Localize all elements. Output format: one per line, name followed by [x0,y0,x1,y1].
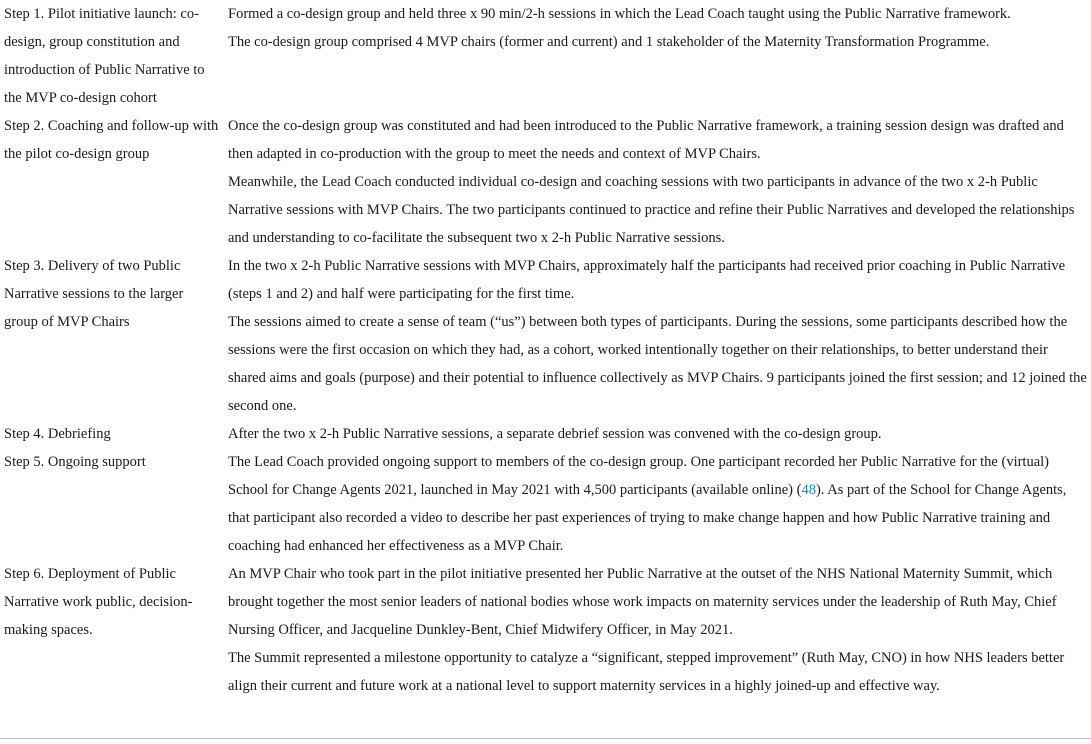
table-row [0,420,1091,448]
step-label: Step 2. Coaching and follow-up with the pilot co-design group [4,118,219,162]
paragraph: In the two x 2-h Public Narrative sessions with MVP Chairs, approximately half the participants had received prior coaching in Public Narrative (steps 1 and 2) and half were participating for the first time. [228,258,1066,302]
paragraph: Formed a co-design group and held three x 90 min/2-h sessions in which the Lead Coach taught using the Public Narrative framework. [228,6,1011,22]
paragraph: Once the co-design group was constituted and had been introduced to the Public Narrative framework, a training session design was drafted and then adapted in co-production with the group to meet the needs and context of MVP Chairs. [228,118,1064,162]
paragraph: After the two x 2-h Public Narrative sessions, a separate debrief session was convened with the co-design group. [228,426,882,442]
step-description [228,252,1091,420]
table-row [0,112,1091,252]
table-row [0,560,1091,700]
paragraph: The Summit represented a milestone opportunity to catalyze a “significant, stepped improvement” (Ruth May, CNO) in how NHS leaders better align their current and future work at a national level to support maternity services in a highly joined-up and effective way. [228,650,1065,694]
reference-link[interactable]: 48 [801,482,816,498]
table-bottom-rule [0,738,1091,739]
step-description [228,448,1091,560]
step-label: Step 6. Deployment of Public Narrative work public, decision-making spaces. [4,566,193,638]
paragraph: The sessions aimed to create a sense of team (“us”) between both types of participants. During the sessions, some participants described how the sessions were the first occasion on which they had, as a cohort, worked intentionally together on their relationships, to better understand their shared aims and goals (purpose) and their potential to influence collectively as MVP Chairs. 9 participants joined the first session; and 12 joined the second one. [228,314,1087,414]
paragraph-text: The Lead Coach provided ongoing support to members of the co-design group. One participant recorded her Public Narrative for the (virtual) School for Change Agents 2021, launched in May 2021 with 4,500 participants (available online) ( [228,454,1049,498]
table-row [0,448,1091,560]
step-description [228,0,1091,112]
step-label: Step 3. Delivery of two Public Narrative sessions to the larger group of MVP Chairs [4,258,184,330]
step-label: Step 5. Ongoing support [4,454,146,470]
paragraph [228,448,1089,560]
step-label: Step 1. Pilot initiative launch: co-design, group constitution and introduction of Public Narrative to the MVP co-design cohort [4,6,205,106]
paragraph: Meanwhile, the Lead Coach conducted individual co-design and coaching sessions with two participants in advance of the two x 2-h Public Narrative sessions with MVP Chairs. The two participants continued to practice and refine their Public Narratives and developed the relationships and understanding to co-facilitate the subsequent two x 2-h Public Narrative sessions. [228,174,1075,246]
step-description [228,420,1091,448]
paragraph: An MVP Chair who took part in the pilot initiative presented her Public Narrative at the outset of the NHS National Maternity Summit, which brought together the most senior leaders of national bodies whose work impacts on maternity services under the leadership of Ruth May, Chief Nursing Officer, and Jacqueline Dunkley-Bent, Chief Midwifery Officer, in May 2021. [228,566,1057,638]
table-row [0,252,1091,420]
step-description [228,112,1091,252]
step-description [228,560,1091,700]
step-label: Step 4. Debriefing [4,426,111,442]
table-row [0,0,1091,112]
paragraph-text: ). As part of the School for Change Agents, that participant also recorded a video to describe her past experiences of trying to make change happen and how Public Narrative training and coaching had enhanced her effectiveness as a MVP Chair. [228,482,1067,554]
paragraph: The co-design group comprised 4 MVP chairs (former and current) and 1 stakeholder of the Maternity Transformation Programme. [228,34,990,50]
